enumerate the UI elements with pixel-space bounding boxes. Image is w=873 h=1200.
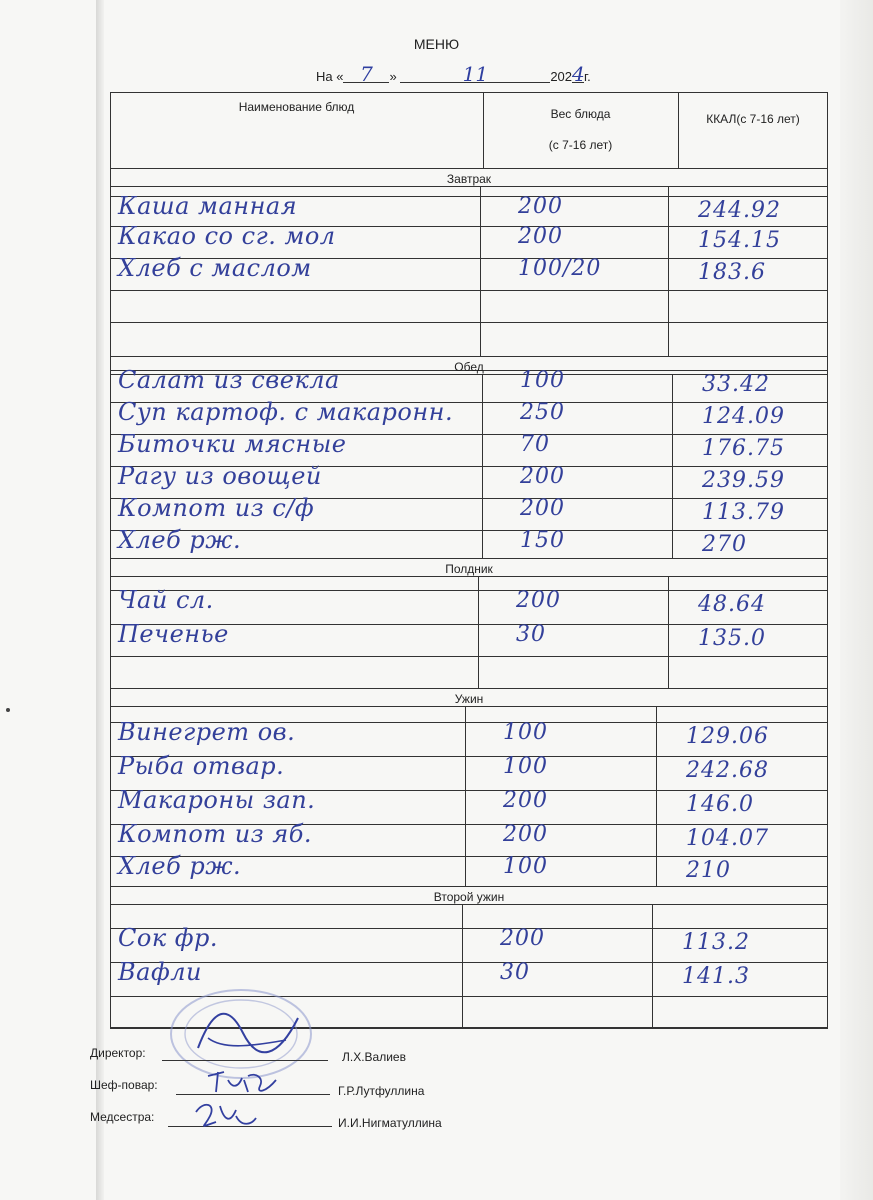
dish-kcal: 244.92 — [698, 198, 781, 223]
col-header-weight: Вес блюда — [550, 107, 611, 121]
table-rule — [110, 290, 828, 291]
dish-kcal: 154.15 — [698, 228, 781, 253]
dish-name: Компот из яб. — [118, 820, 313, 848]
dish-kcal: 48.64 — [698, 592, 766, 617]
col-header-kcal: ККАЛ(с 7-16 лет) — [706, 112, 800, 126]
dish-weight: 200 — [518, 224, 563, 249]
dish-name: Хлеб с маслом — [118, 254, 312, 282]
dish-kcal: 113.79 — [702, 500, 785, 525]
header-divider-2 — [678, 92, 679, 168]
dish-name: Чай сл. — [118, 586, 214, 614]
dish-weight: 200 — [503, 788, 548, 813]
column-divider — [668, 186, 669, 356]
dish-weight: 150 — [520, 528, 565, 553]
header-divider-1 — [483, 92, 484, 168]
signature-name-chef: Г.Р.Лутфуллина — [338, 1084, 425, 1098]
dish-kcal: 210 — [686, 858, 731, 883]
dish-name: Салат из свекла — [118, 366, 340, 394]
table-rule — [110, 886, 828, 887]
table-rule — [110, 576, 828, 577]
section-title: Ужин — [454, 692, 484, 706]
table-rule — [110, 962, 828, 963]
dish-weight: 200 — [516, 588, 561, 613]
dish-kcal: 270 — [702, 532, 747, 557]
dish-weight: 100 — [503, 720, 548, 745]
dish-kcal: 239.59 — [702, 468, 785, 493]
dish-weight: 250 — [520, 400, 565, 425]
dish-name: Рыба отвар. — [118, 752, 285, 780]
date-year-prefix: 202 — [550, 69, 573, 84]
table-rule — [110, 590, 828, 591]
date-year-digit: 4 — [572, 62, 585, 86]
dish-kcal: 129.06 — [686, 724, 769, 749]
dish-kcal: 176.75 — [702, 436, 785, 461]
column-divider — [482, 374, 483, 558]
dish-name: Вафли — [118, 958, 202, 986]
dish-weight: 30 — [500, 960, 530, 985]
dish-kcal: 141.3 — [682, 964, 750, 989]
table-rule — [110, 688, 828, 689]
column-divider — [672, 374, 673, 558]
dish-kcal: 124.09 — [702, 404, 785, 429]
dish-weight: 200 — [500, 926, 545, 951]
dish-weight: 200 — [520, 464, 565, 489]
dish-weight: 100/20 — [518, 256, 602, 281]
column-divider — [462, 904, 463, 1028]
date-line — [316, 62, 591, 86]
dish-kcal: 146.0 — [686, 792, 754, 817]
column-divider — [480, 186, 481, 356]
page-shadow — [96, 0, 104, 1200]
page-edge — [840, 0, 873, 1200]
section-title: Второй ужин — [433, 890, 505, 904]
dish-kcal: 33.42 — [702, 372, 770, 397]
column-divider — [668, 576, 669, 688]
dish-name: Винегрет ов. — [118, 718, 296, 746]
dish-name: Каша манная — [118, 192, 298, 220]
section-title: Полдник — [445, 562, 493, 576]
dish-kcal: 104.07 — [686, 826, 769, 851]
dish-name: Хлеб рж. — [118, 852, 242, 880]
table-rule — [110, 322, 828, 323]
signature-name-nurse: И.И.Нигматуллина — [338, 1116, 442, 1130]
dish-weight: 100 — [520, 368, 565, 393]
column-divider — [478, 576, 479, 688]
table-rule — [110, 904, 828, 905]
scan-speck — [6, 708, 10, 712]
table-rule — [110, 186, 828, 187]
signature-role-chef: Шеф-повар: — [90, 1078, 158, 1092]
dish-name: Рагу из овощей — [118, 462, 322, 490]
dish-name: Хлеб рж. — [118, 526, 242, 554]
page-title: МЕНЮ — [413, 36, 460, 52]
signature-chef — [204, 1066, 280, 1096]
dish-weight: 100 — [503, 754, 548, 779]
dish-kcal: 135.0 — [698, 626, 766, 651]
col-header-weight-age: (с 7-16 лет) — [548, 138, 613, 152]
table-rule — [110, 656, 828, 657]
section-title: Обед — [454, 360, 484, 374]
dish-weight: 200 — [503, 822, 548, 847]
table-rule — [110, 558, 828, 559]
date-month: 11 — [400, 66, 550, 83]
dish-weight: 200 — [520, 496, 565, 521]
column-divider — [465, 706, 466, 886]
signature-role-nurse: Медсестра: — [90, 1110, 155, 1124]
signature-line-director — [162, 1060, 328, 1061]
col-header-name: Наименование блюд — [238, 100, 355, 114]
dish-name: Суп картоф. с макаронн. — [118, 398, 454, 426]
signature-name-director: Л.Х.Валиев — [342, 1050, 406, 1064]
date-mid: » — [389, 69, 397, 84]
column-divider — [656, 706, 657, 886]
dish-weight: 30 — [516, 622, 546, 647]
signature-role-director: Директор: — [90, 1046, 146, 1060]
dish-kcal: 113.2 — [682, 930, 750, 955]
date-day: 7 — [343, 66, 389, 83]
dish-kcal: 242.68 — [686, 758, 769, 783]
dish-weight: 200 — [518, 194, 563, 219]
dish-name: Сок фр. — [118, 924, 219, 952]
dish-name: Какао со сг. мол — [118, 222, 336, 250]
dish-kcal: 183.6 — [698, 260, 766, 285]
dish-name: Макароны зап. — [118, 786, 316, 814]
signature-nurse — [190, 1098, 260, 1132]
dish-name: Печенье — [118, 620, 229, 648]
dish-weight: 70 — [520, 432, 550, 457]
dish-weight: 100 — [503, 854, 548, 879]
date-prefix: На « — [316, 69, 344, 84]
date-year-suffix: г. — [584, 69, 591, 84]
column-divider — [652, 904, 653, 1028]
table-rule — [110, 706, 828, 707]
section-title: Завтрак — [446, 172, 492, 186]
dish-name: Биточки мясные — [118, 430, 347, 458]
dish-name: Компот из с/ф — [118, 494, 315, 522]
table-rule — [110, 168, 828, 169]
table-rule — [110, 356, 828, 357]
